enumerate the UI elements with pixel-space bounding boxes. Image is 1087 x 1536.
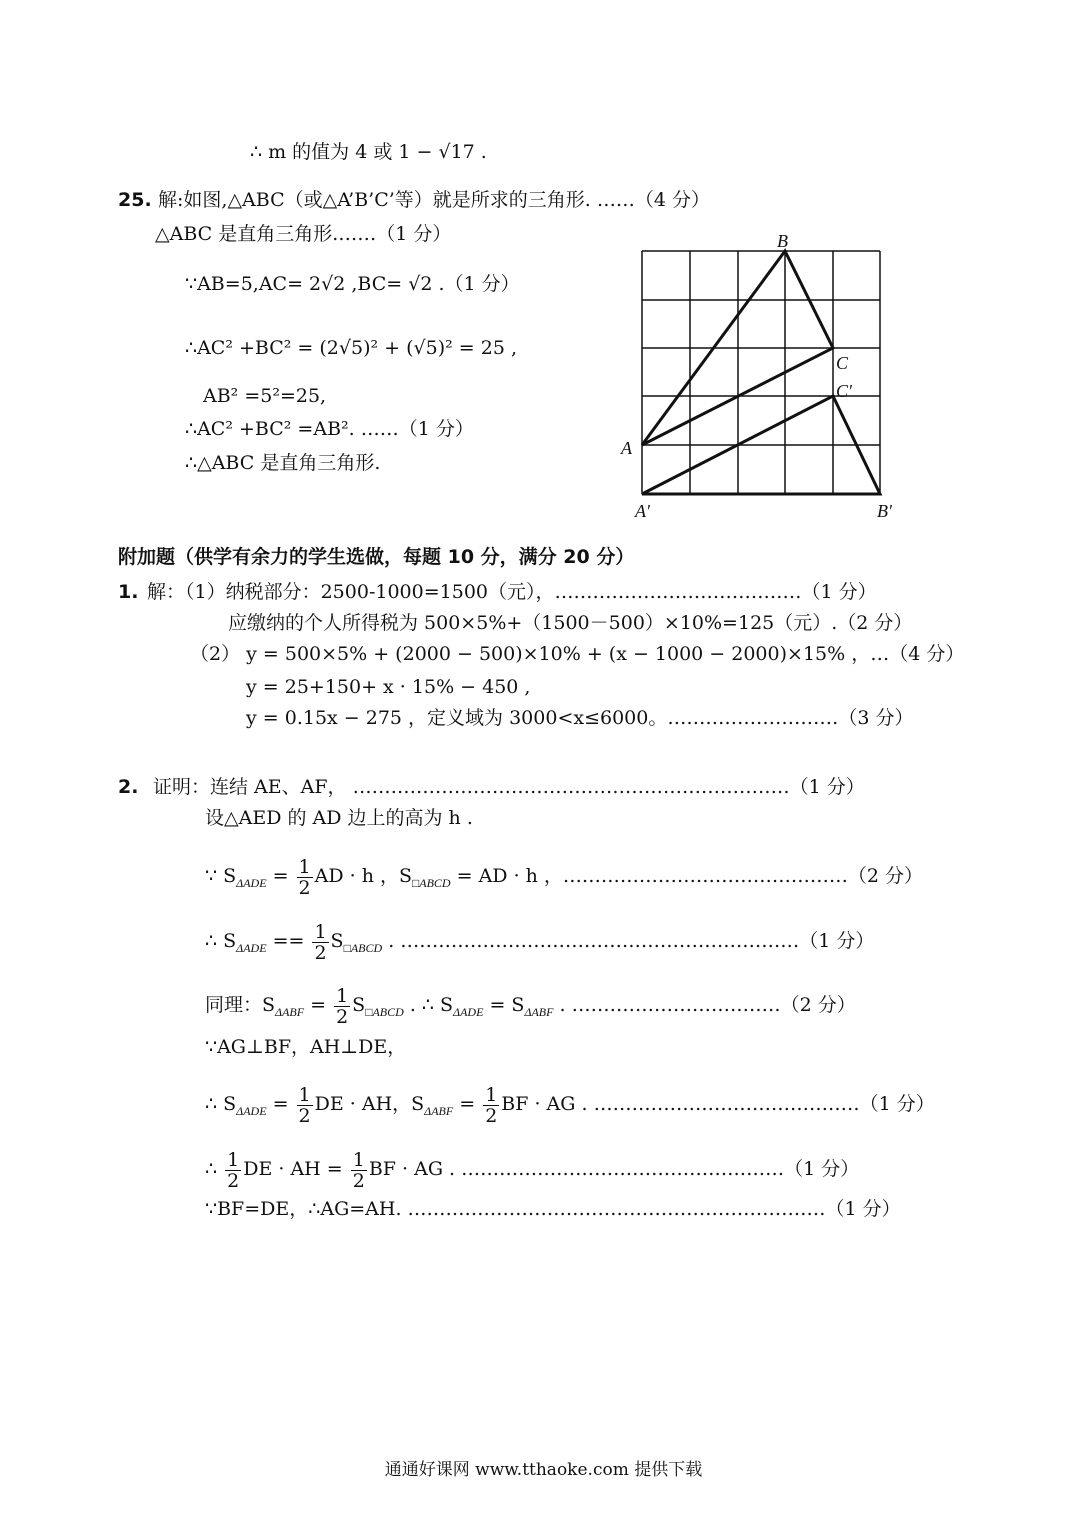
q25-equality: ∴AC² +BC² =AB². ……（1 分） <box>185 418 474 440</box>
bonus-2-line-5: 同理：$S_{\Delta ABF}$ = $\frac{1}{2}$ $S_{□ABCD}$ . ∴ $S_{\Delta ADE} = S_{\Delta ABF}$ . ……………………………（2 分） <box>205 984 856 1028</box>
bonus-1-line-4: y = 25+150+ x · 15% − 450 , <box>246 676 531 698</box>
footer-source: 通通好课网 www.tthaoke.com 提供下载 <box>384 1460 703 1480</box>
label-a-prime: A′ <box>635 501 650 521</box>
label-a: A <box>621 438 632 458</box>
bonus-heading: 附加题（供学有余力的学生选做，每题 10 分，满分 20 分） <box>118 546 635 568</box>
bonus-2-line-2: 设△AED 的 AD 边上的高为 h . <box>205 807 473 829</box>
label-c: C <box>836 353 849 373</box>
q25-number: 25. <box>118 189 152 211</box>
q25-ab-square: AB² =5²=25, <box>203 385 327 407</box>
bonus-2-line-7: ∴ $S_{\Delta ADE}$ = $\frac{1}{2}$ DE · AH，$S_{\Delta ABF}$ = $\frac{1}{2}$ BF · AG . ……………………………………（1 分） <box>205 1083 935 1127</box>
bonus-2-number: 2. <box>118 776 139 798</box>
bonus-1-line-3: （2） y = 500×5% + (2000 − 500)×10% + (x − 1000 − 2000)×15% ，…（4 分） <box>190 643 965 665</box>
label-b: B <box>777 231 788 251</box>
bonus-2-line-9: ∵BF=DE，∴AG=AH. …………………………………………………………（1 分） <box>205 1198 901 1220</box>
bonus-2-line-3: ∵ $S_{\Delta ADE}$ = $\frac{1}{2}$ AD · h ，$S_{□ABCD}$ = AD · h ，………………………………………（2 分） <box>205 855 924 899</box>
bonus-2-line-1: 证明：连结 AE、AF， ……………………………………………………………（1 分） <box>153 776 865 798</box>
q25-conclusion: ∴△ABC 是直角三角形. <box>185 452 381 474</box>
triangle-grid-figure <box>615 225 915 530</box>
q25-right-triangle: △ABC 是直角三角形.……（1 分） <box>155 223 452 245</box>
bonus-1-line-1: 解：（1）纳税部分：2500-1000=1500（元），…………………………………（1 分） <box>147 581 877 603</box>
q25-sum-squares: ∴AC² +BC² = (2√5)² + (√5)² = 25 , <box>185 337 518 359</box>
bonus-2-line-4: ∴ $S_{\Delta ADE}$ == $\frac{1}{2}$ $S_{□ABCD}$ . ………………………………………………………（1 分） <box>205 920 875 964</box>
bonus-1-line-5: y = 0.15x − 275 ，定义域为 3000<x≤6000。………………………（3 分） <box>246 707 914 729</box>
q25-intro: 解:如图,△ABC（或△A’B’C’等）就是所求的三角形. ……（4 分） <box>158 189 710 211</box>
label-c-prime: C′ <box>836 381 852 401</box>
bonus-2-line-8: ∴ $\frac{1}{2}$ DE · AH = $\frac{1}{2}$ BF · AG . ……………………………………………（1 分） <box>205 1148 860 1192</box>
bonus-1-line-2: 应缴纳的个人所得税为 500×5%+（1500－500）×10%=125（元）.（2 分） <box>228 612 913 634</box>
q25-sides: ∵AB=5,AC= 2√2 ,BC= √2 .（1 分） <box>185 273 520 295</box>
label-b-prime: B′ <box>877 501 892 521</box>
bonus-1-number: 1. <box>118 581 139 603</box>
bonus-2-line-6: ∵AG⊥BF，AH⊥DE， <box>205 1036 407 1058</box>
q24-conclusion: ∴ m 的值为 4 或 1 − √17 . <box>250 141 487 163</box>
